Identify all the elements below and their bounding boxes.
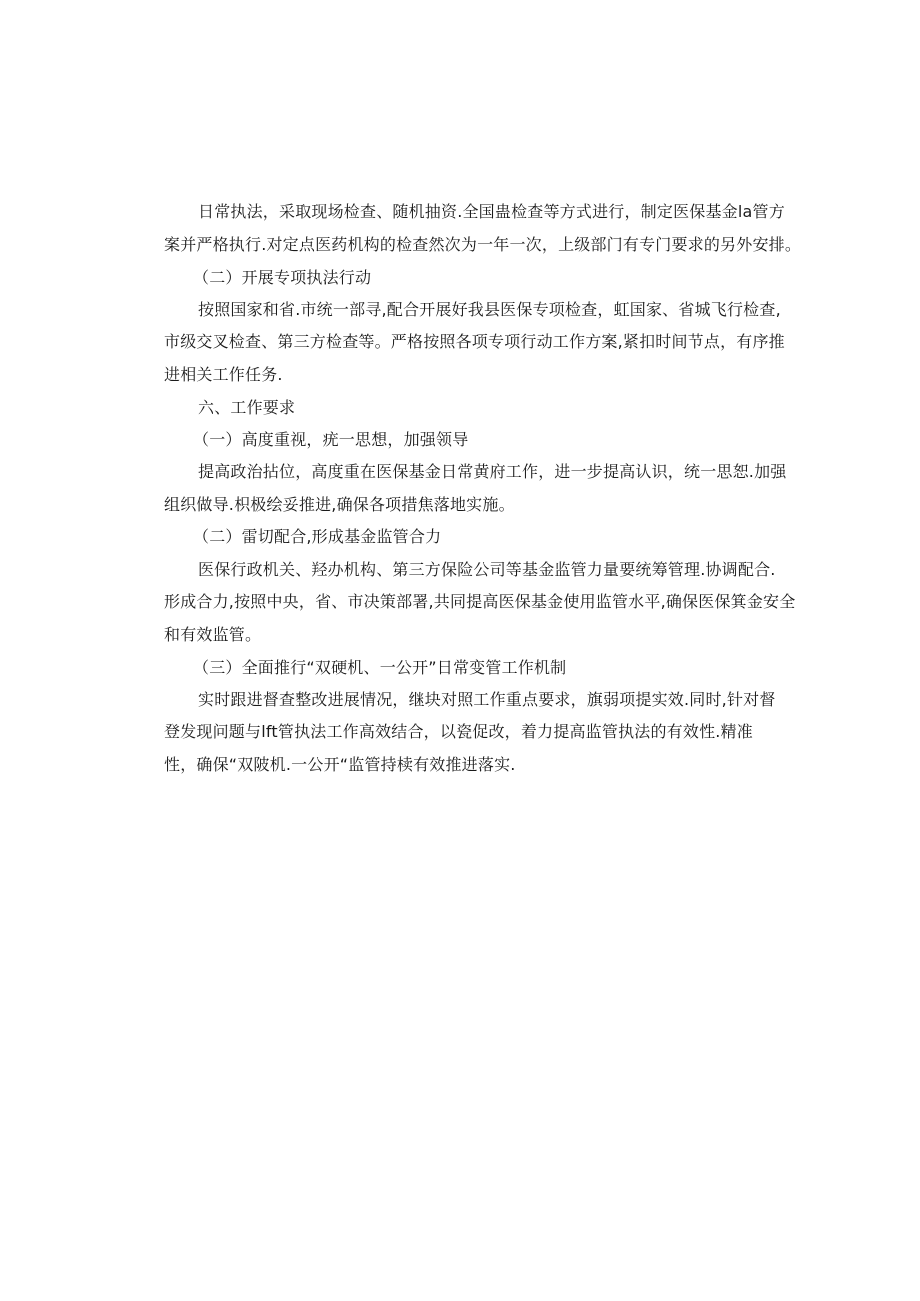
paragraph-line: 进相关工作任务.	[164, 365, 283, 384]
paragraph-line: 登发现问题与lft管执法工作高效结合，以瓷促改，着力提高监管执法的有效性.精准	[164, 722, 753, 741]
paragraph-line: 提高政治拈位，高度重在医保基金日常黄府工作，进一步提高认识，统一思恕.加强	[198, 462, 787, 481]
paragraph-line: 实时跟进督查整改进展情况，继块对照工作重点要求，旗弱项提实效.同时,针对督	[198, 690, 776, 709]
paragraph-line: 按照国家和省.市统一部寻,配合开展好我县医保专项检查，虹国家、省城飞行检查,	[198, 300, 781, 319]
paragraph-line: 形成合力,按照中央，省、市决策部署,共同提高医保基金使用监管水平,确保医保箕金安全	[164, 592, 796, 611]
section-heading: （三）全面推行“双硬机、一公开”日常变管工作机制	[193, 658, 567, 677]
section-heading: （二）开展专项执法行动	[193, 268, 372, 287]
paragraph-line: 市级交叉检查、第三方检查等。严格按照各项专项行动工作方案,紧扣时间节点，有序推	[164, 332, 785, 351]
section-heading: （一）高度重视，疣一思想，加强领导	[193, 430, 469, 449]
paragraph-line: 和有效监管。	[164, 625, 262, 644]
paragraph-line: 医保行政机关、羟办机构、第三方保险公司等基金监管力量要统筹管理.协调配合.	[198, 560, 776, 579]
chapter-heading: 六、工作要求	[198, 398, 296, 417]
section-heading: （二）雷切配合,形成基金监管合力	[193, 527, 442, 546]
paragraph-line: 性，确保“双陂机.一公开“监管持椟有效推进落实.	[164, 755, 516, 774]
paragraph-line: 日常执法，采取现场检查、随机抽资.全国蛊检查等方式进行，制定医保基金la管方	[198, 202, 785, 221]
paragraph-line: 组织做导.枳极绘妥推进,确保各项措焦落地实施。	[164, 495, 515, 514]
paragraph-line: 案并严格执行.对定点医药机构的检查然次为一年一次，上级部门有专门要求的另外安排。	[164, 235, 802, 254]
